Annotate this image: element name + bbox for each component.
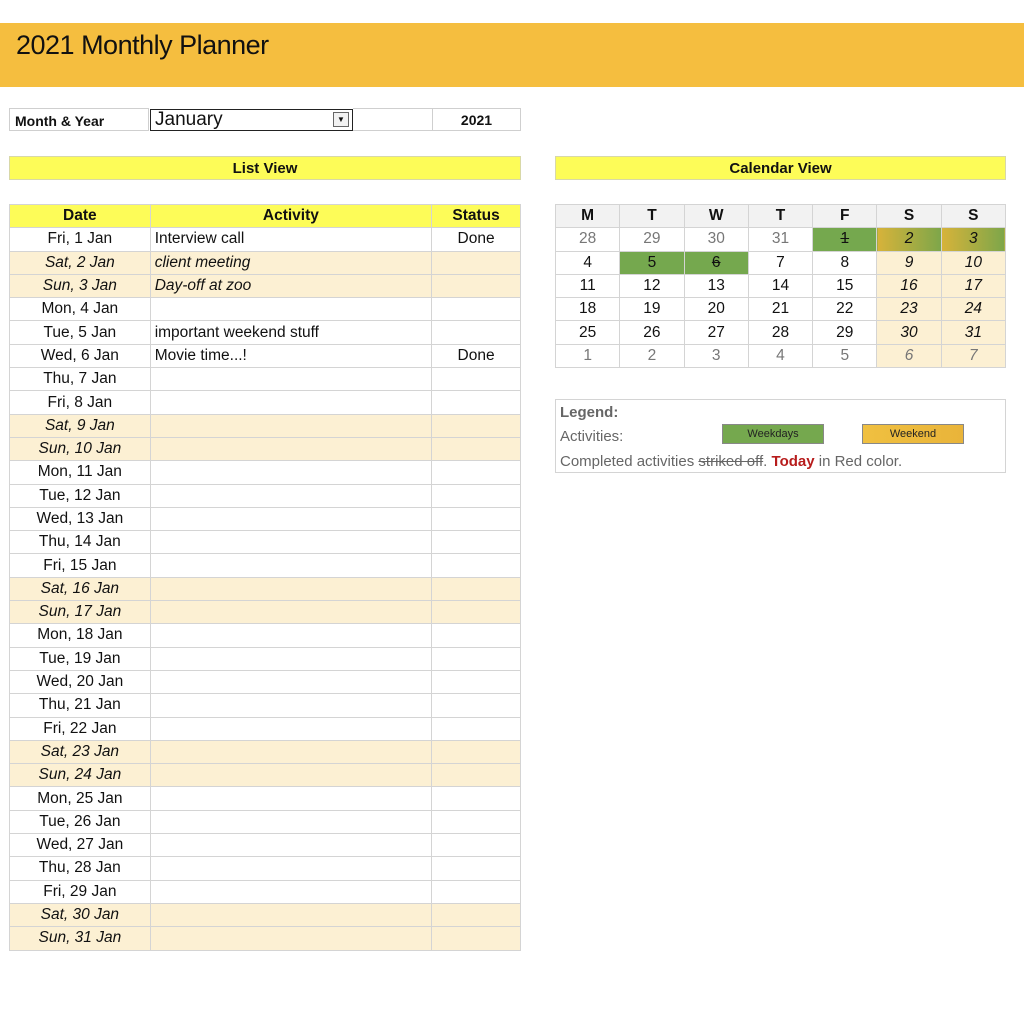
calendar-day-cell[interactable]: 22 bbox=[813, 298, 877, 321]
status-cell[interactable] bbox=[432, 624, 521, 647]
activity-cell[interactable] bbox=[150, 298, 431, 321]
calendar-grid bbox=[555, 204, 1006, 368]
activity-cell[interactable] bbox=[150, 484, 431, 507]
list-row bbox=[10, 321, 521, 344]
status-cell[interactable] bbox=[432, 484, 521, 507]
status-cell[interactable] bbox=[432, 857, 521, 880]
activity-cell[interactable] bbox=[150, 391, 431, 414]
date-cell[interactable]: Fri, 22 Jan bbox=[10, 717, 151, 740]
activity-cell[interactable] bbox=[150, 554, 431, 577]
date-cell[interactable]: Tue, 5 Jan bbox=[10, 321, 151, 344]
date-cell[interactable]: Tue, 26 Jan bbox=[10, 810, 151, 833]
status-cell[interactable] bbox=[432, 251, 521, 274]
activity-cell[interactable] bbox=[150, 694, 431, 717]
activity-cell[interactable] bbox=[150, 857, 431, 880]
list-row bbox=[10, 647, 521, 670]
calendar-day-cell[interactable]: 19 bbox=[620, 298, 684, 321]
activity-cell[interactable] bbox=[150, 577, 431, 600]
date-cell[interactable]: Fri, 15 Jan bbox=[10, 554, 151, 577]
status-cell[interactable] bbox=[432, 274, 521, 297]
calendar-day-cell[interactable]: 16 bbox=[877, 274, 941, 297]
legend-note-suffix: in Red color. bbox=[814, 453, 903, 470]
page-title: 2021 Monthly Planner bbox=[16, 30, 269, 60]
status-cell[interactable] bbox=[432, 531, 521, 554]
activity-cell[interactable]: Day-off at zoo bbox=[150, 274, 431, 297]
date-cell[interactable]: Sun, 17 Jan bbox=[10, 601, 151, 624]
status-cell[interactable] bbox=[432, 577, 521, 600]
calendar-day-cell[interactable]: 31 bbox=[748, 228, 812, 251]
status-cell[interactable] bbox=[432, 694, 521, 717]
calendar-week-row bbox=[556, 321, 1006, 344]
list-row bbox=[10, 391, 521, 414]
list-row bbox=[10, 787, 521, 810]
calendar-week-row bbox=[556, 251, 1006, 274]
calendar-day-cell[interactable]: 29 bbox=[813, 321, 877, 344]
calendar-day-cell[interactable]: 17 bbox=[941, 274, 1005, 297]
status-cell[interactable] bbox=[432, 670, 521, 693]
activity-cell[interactable] bbox=[150, 670, 431, 693]
weekday-header-sun: S bbox=[941, 205, 1005, 228]
date-cell[interactable]: Sat, 16 Jan bbox=[10, 577, 151, 600]
calendar-week-row bbox=[556, 344, 1006, 367]
weekday-header-wed: W bbox=[684, 205, 748, 228]
activity-cell[interactable] bbox=[150, 601, 431, 624]
activity-cell[interactable] bbox=[150, 787, 431, 810]
date-cell[interactable]: Fri, 8 Jan bbox=[10, 391, 151, 414]
status-cell[interactable] bbox=[432, 321, 521, 344]
date-cell[interactable]: Thu, 7 Jan bbox=[10, 368, 151, 391]
calendar-day-cell[interactable]: 13 bbox=[684, 274, 748, 297]
list-row bbox=[10, 810, 521, 833]
status-cell[interactable] bbox=[432, 461, 521, 484]
calendar-week-row bbox=[556, 274, 1006, 297]
date-cell[interactable]: Sat, 23 Jan bbox=[10, 740, 151, 763]
status-cell[interactable] bbox=[432, 927, 521, 950]
date-cell[interactable]: Sun, 24 Jan bbox=[10, 764, 151, 787]
activity-cell[interactable] bbox=[150, 810, 431, 833]
calendar-day-cell[interactable]: 30 bbox=[877, 321, 941, 344]
status-cell[interactable] bbox=[432, 601, 521, 624]
date-cell[interactable]: Fri, 1 Jan bbox=[10, 228, 151, 251]
date-cell[interactable]: Sat, 2 Jan bbox=[10, 251, 151, 274]
calendar-day-cell[interactable]: 21 bbox=[748, 298, 812, 321]
activity-cell[interactable] bbox=[150, 624, 431, 647]
list-row bbox=[10, 507, 521, 530]
status-cell[interactable] bbox=[432, 903, 521, 926]
legend-activities-label: Activities: bbox=[560, 428, 624, 445]
calendar-week-row bbox=[556, 228, 1006, 251]
date-cell[interactable]: Thu, 28 Jan bbox=[10, 857, 151, 880]
date-cell[interactable]: Mon, 18 Jan bbox=[10, 624, 151, 647]
date-cell[interactable]: Mon, 11 Jan bbox=[10, 461, 151, 484]
calendar-day-cell[interactable]: 7 bbox=[941, 344, 1005, 367]
month-year-label: Month & Year bbox=[9, 108, 149, 131]
date-cell[interactable]: Wed, 13 Jan bbox=[10, 507, 151, 530]
calendar-day-cell[interactable]: 28 bbox=[556, 228, 620, 251]
list-row bbox=[10, 740, 521, 763]
weekday-header-fri: F bbox=[813, 205, 877, 228]
year-cell[interactable]: 2021 bbox=[432, 108, 521, 131]
list-row bbox=[10, 414, 521, 437]
list-row bbox=[10, 344, 521, 367]
calendar-day-cell[interactable]: 6 bbox=[684, 251, 748, 274]
list-row bbox=[10, 717, 521, 740]
activity-cell[interactable] bbox=[150, 414, 431, 437]
activity-cell[interactable] bbox=[150, 764, 431, 787]
list-row bbox=[10, 694, 521, 717]
month-dropdown[interactable] bbox=[150, 109, 353, 131]
activity-cell[interactable] bbox=[150, 507, 431, 530]
status-cell[interactable] bbox=[432, 717, 521, 740]
dropdown-arrow-icon[interactable]: ▼ bbox=[333, 112, 349, 127]
date-cell[interactable]: Sun, 3 Jan bbox=[10, 274, 151, 297]
activity-cell[interactable] bbox=[150, 740, 431, 763]
activity-column-header: Activity bbox=[150, 205, 431, 228]
legend-note-today: Today bbox=[771, 453, 815, 470]
list-row bbox=[10, 554, 521, 577]
activity-cell[interactable] bbox=[150, 834, 431, 857]
calendar-day-cell[interactable]: 2 bbox=[620, 344, 684, 367]
status-cell[interactable] bbox=[432, 391, 521, 414]
activity-cell[interactable] bbox=[150, 461, 431, 484]
calendar-day-cell[interactable]: 15 bbox=[813, 274, 877, 297]
list-row bbox=[10, 624, 521, 647]
calendar-day-cell[interactable]: 3 bbox=[941, 228, 1005, 251]
list-row bbox=[10, 437, 521, 460]
weekdays-swatch: Weekdays bbox=[722, 424, 824, 444]
calendar-day-cell[interactable]: 4 bbox=[556, 251, 620, 274]
calendar-day-cell[interactable]: 25 bbox=[556, 321, 620, 344]
calendar-day-cell[interactable]: 2 bbox=[877, 228, 941, 251]
calendar-day-cell[interactable]: 12 bbox=[620, 274, 684, 297]
date-cell[interactable]: Wed, 27 Jan bbox=[10, 834, 151, 857]
date-cell[interactable]: Wed, 6 Jan bbox=[10, 344, 151, 367]
list-row bbox=[10, 577, 521, 600]
list-row bbox=[10, 228, 521, 251]
status-cell[interactable] bbox=[432, 507, 521, 530]
calendar-day-cell[interactable]: 8 bbox=[813, 251, 877, 274]
status-cell[interactable] bbox=[432, 880, 521, 903]
status-cell[interactable] bbox=[432, 764, 521, 787]
activity-cell[interactable] bbox=[150, 927, 431, 950]
list-row bbox=[10, 274, 521, 297]
calendar-day-cell[interactable]: 18 bbox=[556, 298, 620, 321]
date-cell[interactable]: Thu, 21 Jan bbox=[10, 694, 151, 717]
list-row bbox=[10, 880, 521, 903]
status-cell[interactable] bbox=[432, 554, 521, 577]
legend-note-mid: . bbox=[763, 453, 772, 470]
calendar-day-cell[interactable]: 30 bbox=[684, 228, 748, 251]
calendar-day-cell[interactable]: 5 bbox=[620, 251, 684, 274]
list-row bbox=[10, 368, 521, 391]
calendar-view-heading: Calendar View bbox=[555, 156, 1006, 180]
list-row bbox=[10, 601, 521, 624]
calendar-day-cell[interactable]: 31 bbox=[941, 321, 1005, 344]
list-row bbox=[10, 927, 521, 950]
weekday-header-sat: S bbox=[877, 205, 941, 228]
calendar-day-cell[interactable]: 7 bbox=[748, 251, 812, 274]
date-cell[interactable]: Fri, 29 Jan bbox=[10, 880, 151, 903]
calendar-day-cell[interactable]: 5 bbox=[813, 344, 877, 367]
list-view-heading: List View bbox=[9, 156, 521, 180]
calendar-day-cell[interactable]: 29 bbox=[620, 228, 684, 251]
calendar-day-cell[interactable]: 11 bbox=[556, 274, 620, 297]
date-cell[interactable]: Mon, 25 Jan bbox=[10, 787, 151, 810]
date-cell[interactable]: Mon, 4 Jan bbox=[10, 298, 151, 321]
list-row bbox=[10, 903, 521, 926]
status-cell[interactable] bbox=[432, 787, 521, 810]
legend-title: Legend: bbox=[560, 404, 619, 421]
list-row bbox=[10, 484, 521, 507]
legend-note-prefix: Completed activities bbox=[560, 453, 699, 470]
date-cell[interactable]: Sat, 9 Jan bbox=[10, 414, 151, 437]
activity-cell[interactable]: Movie time...! bbox=[150, 344, 431, 367]
legend-note-strike: striked off bbox=[698, 453, 764, 470]
weekend-swatch: Weekend bbox=[862, 424, 964, 444]
status-column-header: Status bbox=[432, 205, 521, 228]
legend-box bbox=[555, 399, 1006, 473]
list-row bbox=[10, 670, 521, 693]
calendar-day-cell[interactable]: 4 bbox=[748, 344, 812, 367]
activity-cell[interactable] bbox=[150, 717, 431, 740]
list-row bbox=[10, 298, 521, 321]
date-cell[interactable]: Wed, 20 Jan bbox=[10, 670, 151, 693]
weekday-header-tue: T bbox=[620, 205, 684, 228]
activity-cell[interactable] bbox=[150, 880, 431, 903]
title-banner bbox=[0, 23, 1024, 87]
calendar-day-cell[interactable]: 3 bbox=[684, 344, 748, 367]
activity-cell[interactable] bbox=[150, 531, 431, 554]
calendar-day-cell[interactable]: 26 bbox=[620, 321, 684, 344]
calendar-day-cell[interactable]: 1 bbox=[556, 344, 620, 367]
calendar-day-cell[interactable]: 10 bbox=[941, 251, 1005, 274]
calendar-day-cell[interactable]: 1 bbox=[813, 228, 877, 251]
status-cell[interactable]: Done bbox=[432, 344, 521, 367]
activity-cell[interactable]: important weekend stuff bbox=[150, 321, 431, 344]
status-cell[interactable]: Done bbox=[432, 228, 521, 251]
status-cell[interactable] bbox=[432, 414, 521, 437]
weekday-header-thu: T bbox=[748, 205, 812, 228]
status-cell[interactable] bbox=[432, 437, 521, 460]
weekday-header-row bbox=[556, 205, 1006, 228]
calendar-day-cell[interactable]: 24 bbox=[941, 298, 1005, 321]
date-cell[interactable]: Sun, 10 Jan bbox=[10, 437, 151, 460]
month-year-spacer bbox=[353, 108, 433, 131]
list-row bbox=[10, 461, 521, 484]
list-row bbox=[10, 531, 521, 554]
activity-cell[interactable] bbox=[150, 647, 431, 670]
activity-cell[interactable] bbox=[150, 437, 431, 460]
date-cell[interactable]: Tue, 19 Jan bbox=[10, 647, 151, 670]
date-cell[interactable]: Sun, 31 Jan bbox=[10, 927, 151, 950]
calendar-day-cell[interactable]: 20 bbox=[684, 298, 748, 321]
legend-note bbox=[560, 453, 902, 470]
calendar-day-cell[interactable]: 28 bbox=[748, 321, 812, 344]
list-row bbox=[10, 764, 521, 787]
list-header-row bbox=[10, 205, 521, 228]
date-cell[interactable]: Tue, 12 Jan bbox=[10, 484, 151, 507]
status-cell[interactable] bbox=[432, 810, 521, 833]
calendar-day-cell[interactable]: 14 bbox=[748, 274, 812, 297]
status-cell[interactable] bbox=[432, 647, 521, 670]
date-cell[interactable]: Thu, 14 Jan bbox=[10, 531, 151, 554]
list-row bbox=[10, 834, 521, 857]
calendar-day-cell[interactable]: 6 bbox=[877, 344, 941, 367]
date-cell[interactable]: Sat, 30 Jan bbox=[10, 903, 151, 926]
status-cell[interactable] bbox=[432, 298, 521, 321]
list-view-table bbox=[9, 204, 521, 951]
calendar-day-cell[interactable]: 23 bbox=[877, 298, 941, 321]
weekday-header-mon: M bbox=[556, 205, 620, 228]
status-cell[interactable] bbox=[432, 368, 521, 391]
list-row bbox=[10, 857, 521, 880]
date-column-header: Date bbox=[10, 205, 151, 228]
status-cell[interactable] bbox=[432, 834, 521, 857]
activity-cell[interactable]: client meeting bbox=[150, 251, 431, 274]
calendar-day-cell[interactable]: 27 bbox=[684, 321, 748, 344]
activity-cell[interactable] bbox=[150, 368, 431, 391]
calendar-day-cell[interactable]: 9 bbox=[877, 251, 941, 274]
activity-cell[interactable]: Interview call bbox=[150, 228, 431, 251]
list-row bbox=[10, 251, 521, 274]
activity-cell[interactable] bbox=[150, 903, 431, 926]
calendar-week-row bbox=[556, 298, 1006, 321]
status-cell[interactable] bbox=[432, 740, 521, 763]
month-dropdown-value: January bbox=[155, 109, 223, 130]
